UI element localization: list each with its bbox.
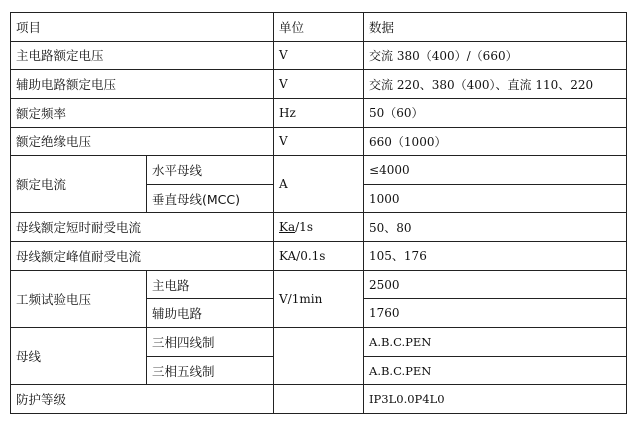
value-cell: ≤4000 (364, 156, 627, 185)
table-row (11, 70, 627, 99)
table-row (11, 127, 627, 156)
unit-cell: V (274, 70, 364, 99)
item-cell: 额定频率 (11, 98, 274, 127)
table-row (11, 328, 627, 357)
item-cell: 额定电流 (11, 156, 147, 213)
table-row (11, 41, 627, 70)
item-cell: 工频试验电压 (11, 270, 147, 327)
table-row (11, 242, 627, 271)
spec-table (10, 12, 627, 414)
item-cell: 母线额定短时耐受电流 (11, 213, 274, 242)
value-cell: 105、176 (364, 242, 627, 271)
item-cell: 辅助电路额定电压 (11, 70, 274, 99)
value-cell: 2500 (364, 270, 627, 299)
header-item: 项目 (11, 13, 274, 42)
value-cell: 1760 (364, 299, 627, 328)
item-cell: 母线额定峰值耐受电流 (11, 242, 274, 271)
value-cell: 1000 (364, 184, 627, 213)
item-cell: 母线 (11, 328, 147, 385)
header-data: 数据 (364, 13, 627, 42)
unit-underlined: Ka (279, 220, 296, 235)
unit-cell (274, 328, 364, 385)
table-row (11, 213, 627, 242)
value-cell: 交流 380（400）/（660） (364, 41, 627, 70)
item-cell: 防护等级 (11, 385, 274, 414)
table-row (11, 270, 627, 299)
value-cell: IP3L0.0P4L0 (364, 385, 627, 414)
sub-item-cell: 垂直母线(MCC) (147, 184, 274, 213)
value-cell: 50（60） (364, 98, 627, 127)
sub-item-cell: 辅助电路 (147, 299, 274, 328)
unit-cell: V/1min (274, 270, 364, 327)
sub-item-cell: 三相四线制 (147, 328, 274, 357)
sub-item-cell: 三相五线制 (147, 356, 274, 385)
value-cell: 交流 220、380（400）、直流 110、220 (364, 70, 627, 99)
unit-cell (274, 385, 364, 414)
value-cell: 660（1000） (364, 127, 627, 156)
item-cell: 额定绝缘电压 (11, 127, 274, 156)
unit-rest: /1s (295, 220, 313, 235)
unit-cell (274, 213, 364, 242)
unit-cell: V (274, 127, 364, 156)
header-unit: 单位 (274, 13, 364, 42)
unit-cell: KA/0.1s (274, 242, 364, 271)
sub-item-cell: 水平母线 (147, 156, 274, 185)
table-row (11, 98, 627, 127)
value-cell: 50、80 (364, 213, 627, 242)
value-cell: A.B.C.PEN (364, 328, 627, 357)
unit-cell: Hz (274, 98, 364, 127)
item-cell: 主电路额定电压 (11, 41, 274, 70)
unit-cell: A (274, 156, 364, 213)
table-row (11, 385, 627, 414)
header-row (11, 13, 627, 42)
sub-item-cell: 主电路 (147, 270, 274, 299)
table-row (11, 156, 627, 185)
unit-cell: V (274, 41, 364, 70)
value-cell: A.B.C.PEN (364, 356, 627, 385)
